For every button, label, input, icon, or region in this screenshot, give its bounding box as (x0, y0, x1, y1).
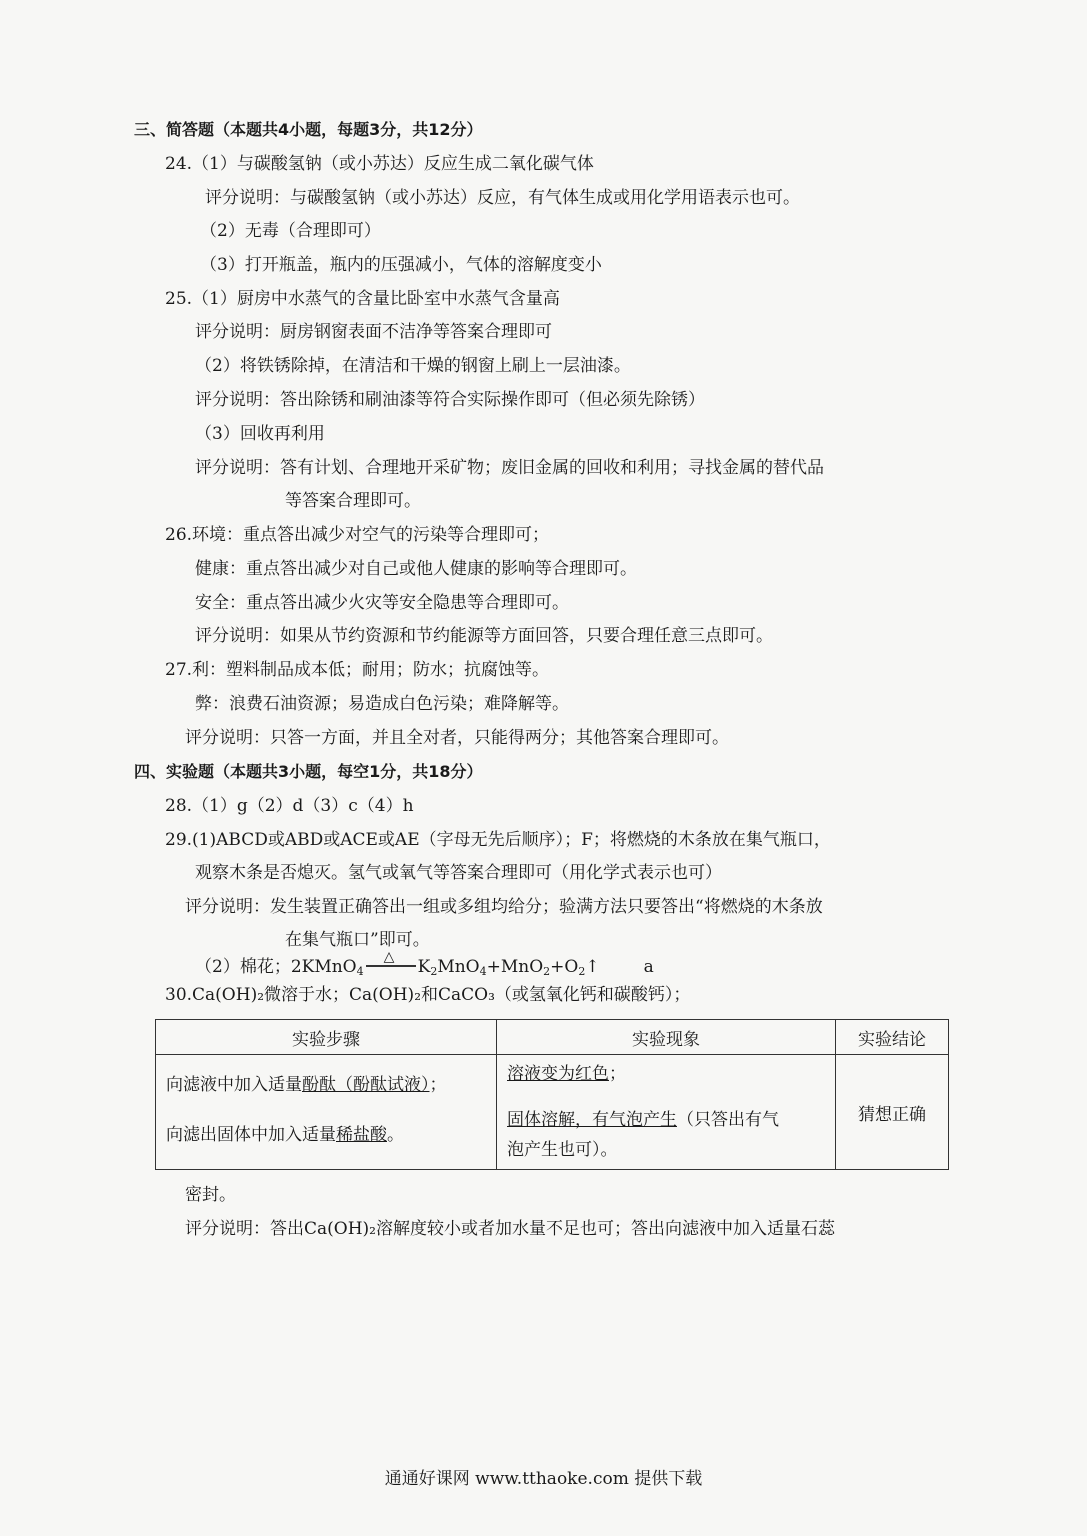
q24-note-1: 评分说明：与碳酸氢钠（或小苏达）反应，有气体生成或用化学用语表示也可。 (205, 188, 800, 208)
q29-answer-1: 29.(1)ABCD或ABD或ACE或AE（字母无先后顺序）；F；将燃烧的木条放在集气瓶口， (165, 830, 831, 850)
step-1: 向滤液中加入适量酚酞（酚酞试液）； (166, 1075, 447, 1095)
experiment-table (155, 1019, 949, 1170)
q30-answer-1: 30.Ca(OH)₂微溶于水；Ca(OH)₂和CaCO₃（或氢氧化钙和碳酸钙）； (165, 985, 691, 1005)
q25-note-2: 评分说明：答出除锈和刷油漆等符合实际操作即可（但必须先除锈） (195, 390, 705, 410)
q29-note-1b: 在集气瓶口”即可。 (285, 930, 430, 950)
q26-answer-3: 安全：重点答出减少火灾等安全隐患等合理即可。 (195, 593, 569, 613)
q29-answer-2: （2）棉花；2KMnO$_4$ △ $K_2MnO_4+MnO_2+O_2↑$ a (195, 949, 654, 978)
q25-note-3a: 评分说明：答有计划、合理地开采矿物；废旧金属的回收和利用；寻找金属的替代品 (195, 458, 824, 478)
q28-answer-1: 28.（1）g（2）d（3）c（4）h (165, 796, 414, 816)
q25-answer-3: （3）回收再利用 (195, 424, 325, 444)
step-2: 向滤出固体中加入适量稀盐酸。 (166, 1125, 404, 1145)
table-header-cell: 实验步骤 (156, 1020, 497, 1055)
q30-note-1: 评分说明：答出Ca(OH)₂溶解度较小或者加水量不足也可；答出向滤液中加入适量石蕊 (185, 1219, 835, 1239)
q27-note-1: 评分说明：只答一方面，并且全对者，只能得两分；其他答案合理即可。 (185, 728, 729, 748)
table-header-row (156, 1020, 949, 1055)
section3-title: 三、简答题（本题共4小题，每题3分，共12分） (134, 120, 483, 139)
heat-arrow-icon: △ (366, 965, 416, 967)
q27-answer-1: 27.利：塑料制品成本低；耐用；防水；抗腐蚀等。 (165, 660, 550, 680)
q30-answer-2: 密封。 (185, 1185, 236, 1205)
steps-cell (156, 1055, 497, 1170)
q27-answer-2: 弊：浪费石油资源；易造成白色污染；难降解等。 (195, 694, 569, 714)
q25-note-3b: 等答案合理即可。 (285, 491, 421, 511)
observation-1: 溶液变为红色； (507, 1064, 626, 1084)
q25-answer-2: （2）将铁锈除掉，在清洁和干燥的钢窗上刷上一层油漆。 (195, 356, 631, 376)
q24-answer-2: （2）无毒（合理即可） (200, 221, 381, 241)
table-header-cell: 实验现象 (497, 1020, 836, 1055)
q29-note-1a: 评分说明：发生装置正确答出一组或多组均给分；验满方法只要答出“将燃烧的木条放 (185, 897, 823, 917)
q25-answer-1: 25.（1）厨房中水蒸气的含量比卧室中水蒸气含量高 (165, 289, 560, 309)
q26-answer-1: 26.环境：重点答出减少对空气的污染等合理即可； (165, 525, 550, 545)
page-footer: 通通好课网 www.tthaoke.com 提供下载 (384, 1469, 703, 1489)
q24-answer-1: 24.（1）与碳酸氢钠（或小苏达）反应生成二氧化碳气体 (165, 154, 594, 174)
conclusion-cell: 猜想正确 (836, 1055, 949, 1170)
q26-answer-2: 健康：重点答出减少对自己或他人健康的影响等合理即可。 (195, 559, 637, 579)
section4-title: 四、实验题（本题共3小题，每空1分，共18分） (134, 762, 483, 781)
observation-2-cont: 泡产生也可）。 (507, 1140, 618, 1160)
q25-note-1: 评分说明：厨房钢窗表面不洁净等答案合理即可 (195, 322, 552, 342)
q24-answer-3: （3）打开瓶盖，瓶内的压强减小，气体的溶解度变小 (200, 255, 602, 275)
observation-2: 固体溶解，有气泡产生（只答出有气 (507, 1110, 779, 1130)
q26-note-1: 评分说明：如果从节约资源和节约能源等方面回答，只要合理任意三点即可。 (195, 626, 773, 646)
table-header-cell: 实验结论 (836, 1020, 949, 1055)
table-row (156, 1055, 949, 1170)
observations-cell (497, 1055, 836, 1170)
q29-answer-1b: 观察木条是否熄灭。氢气或氧气等答案合理即可（用化学式表示也可） (195, 863, 722, 883)
